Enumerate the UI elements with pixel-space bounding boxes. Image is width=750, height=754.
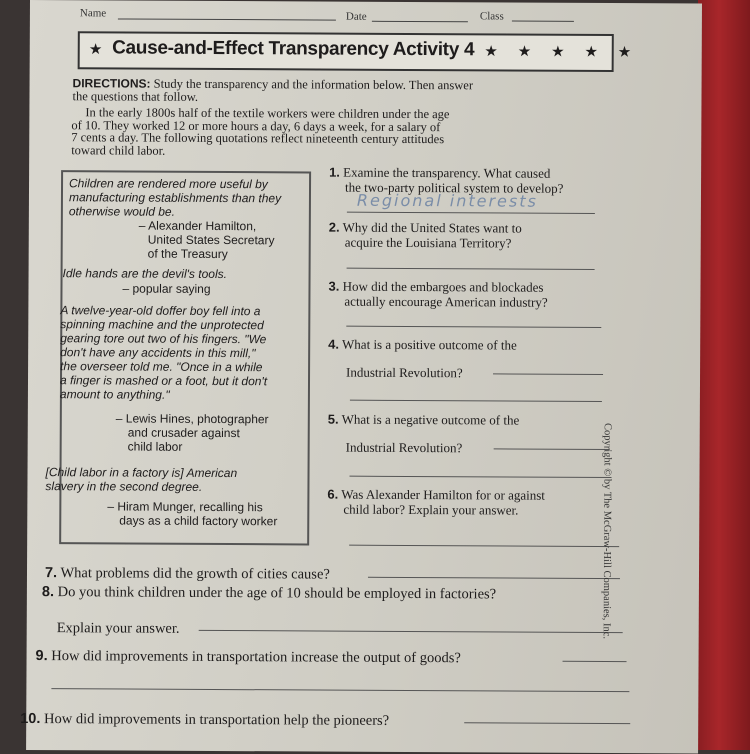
quote-hamilton: Children are rendered more useful by manufacturing establishments than they otherwise would be. (68, 176, 282, 219)
answer-line-8[interactable] (199, 630, 623, 633)
class-label: Class (479, 10, 504, 23)
copyright-notice: Copyright © by The McGraw-Hill Companies, Inc. (600, 422, 613, 640)
answer-line-7[interactable] (368, 577, 620, 579)
quotes-box (45, 170, 311, 545)
title-box (78, 31, 631, 72)
question-4: 4. What is a positive outcome of the (328, 336, 517, 353)
answer-line-9a[interactable] (563, 661, 627, 662)
answer-line-3[interactable] (346, 326, 601, 328)
answer-line-10[interactable] (464, 722, 630, 724)
directions (72, 77, 473, 105)
question-5-line-2: Industrial Revolution? (345, 439, 463, 456)
intro-line: toward child labor. (71, 142, 166, 158)
answer-line-4b[interactable] (350, 400, 602, 402)
question-9: 9. How did improvements in transportation increase the output of goods? (35, 648, 461, 667)
intro-line: of 10. They worked 12 or more hours a day, 6 days a week, for a salary of (71, 117, 441, 134)
quote-doffer-boy: A twelve-year-old doffer boy fell into a spinning machine and the unprotected gearing tore out two of his fingers. "We don't have any accidents in this mill," the overseer told me. "Once in a while a finger is mashed or a foot, but it don't amount to anything." (59, 303, 268, 402)
page-title (90, 37, 641, 62)
question-6: 6. Was Alexander Hamilton for or against child labor? Explain your answer. (327, 486, 545, 518)
answer-line-1[interactable] (347, 212, 595, 214)
attribution-munger: – Hiram Munger, recalling his days as a child factory worker (107, 499, 278, 529)
attribution-hamilton: – Alexander Hamilton, United States Secretary of the Treasury (138, 218, 275, 262)
name-blank[interactable] (118, 18, 336, 20)
directions-label: DIRECTIONS: (72, 76, 151, 91)
star-icon: ★ (89, 41, 102, 57)
answer-line-6[interactable] (349, 545, 619, 547)
date-blank[interactable] (372, 21, 468, 23)
question-5: 5. What is a negative outcome of the (327, 411, 520, 428)
directions-line: the questions that follow. (72, 89, 199, 104)
answer-line-5b[interactable] (350, 476, 612, 478)
worksheet-page (20, 0, 702, 754)
star-icon: ★ (485, 43, 497, 59)
question-8: 8. Do you think children under the age of 10 should be employed in factories? (41, 584, 497, 603)
star-icon: ★ (585, 43, 597, 59)
question-4-line-2: Industrial Revolution? (346, 364, 463, 381)
quote-munger: [Child labor in a factory is] American slavery in the second degree. (45, 465, 238, 494)
attribution-hines: – Lewis Hines, photographer and crusader against child labor (115, 411, 269, 454)
name-label: Name (79, 7, 107, 20)
class-blank[interactable] (512, 21, 574, 22)
intro-line: In the early 1800s half of the textile workers were children under the age (85, 105, 450, 122)
answer-line-2[interactable] (347, 268, 595, 270)
date-label: Date (345, 10, 367, 23)
star-icon: ★ (551, 43, 564, 59)
question-7: 7. What problems did the growth of cities cause? (44, 565, 330, 583)
question-8-line-2: Explain your answer. (56, 620, 180, 637)
question-10: 10. How did improvements in transportation help the pioneers? (20, 710, 390, 729)
question-1: 1. Examine the transparency. What caused the two-party political system to develop? (329, 164, 564, 196)
handwritten-answer-1: Regional interests (356, 190, 538, 211)
intro-line: 7 cents a day. The following quotations reflect nineteenth century attitudes (71, 130, 445, 147)
attribution-popular-saying: – popular saying (122, 281, 211, 296)
question-3: 3. How did the embargoes and blockades actually encourage American industry? (328, 278, 548, 310)
answer-line-4a[interactable] (493, 373, 603, 375)
quote-idle-hands: Idle hands are the devil's tools. (62, 266, 227, 282)
title-text: Cause-and-Effect Transparency Activity (112, 37, 460, 61)
answer-line-5a[interactable] (494, 448, 610, 450)
title-number: 4 (463, 39, 475, 61)
directions-line: Study the transparency and the information below. Then answer (153, 76, 474, 93)
red-folder-edge (698, 0, 750, 750)
star-icon: ★ (618, 44, 631, 60)
question-2: 2. Why did the United States want to acquire the Louisiana Territory? (328, 219, 522, 251)
answer-line-9b[interactable] (51, 688, 629, 692)
intro-paragraph (71, 106, 449, 158)
star-icon: ★ (518, 43, 531, 59)
